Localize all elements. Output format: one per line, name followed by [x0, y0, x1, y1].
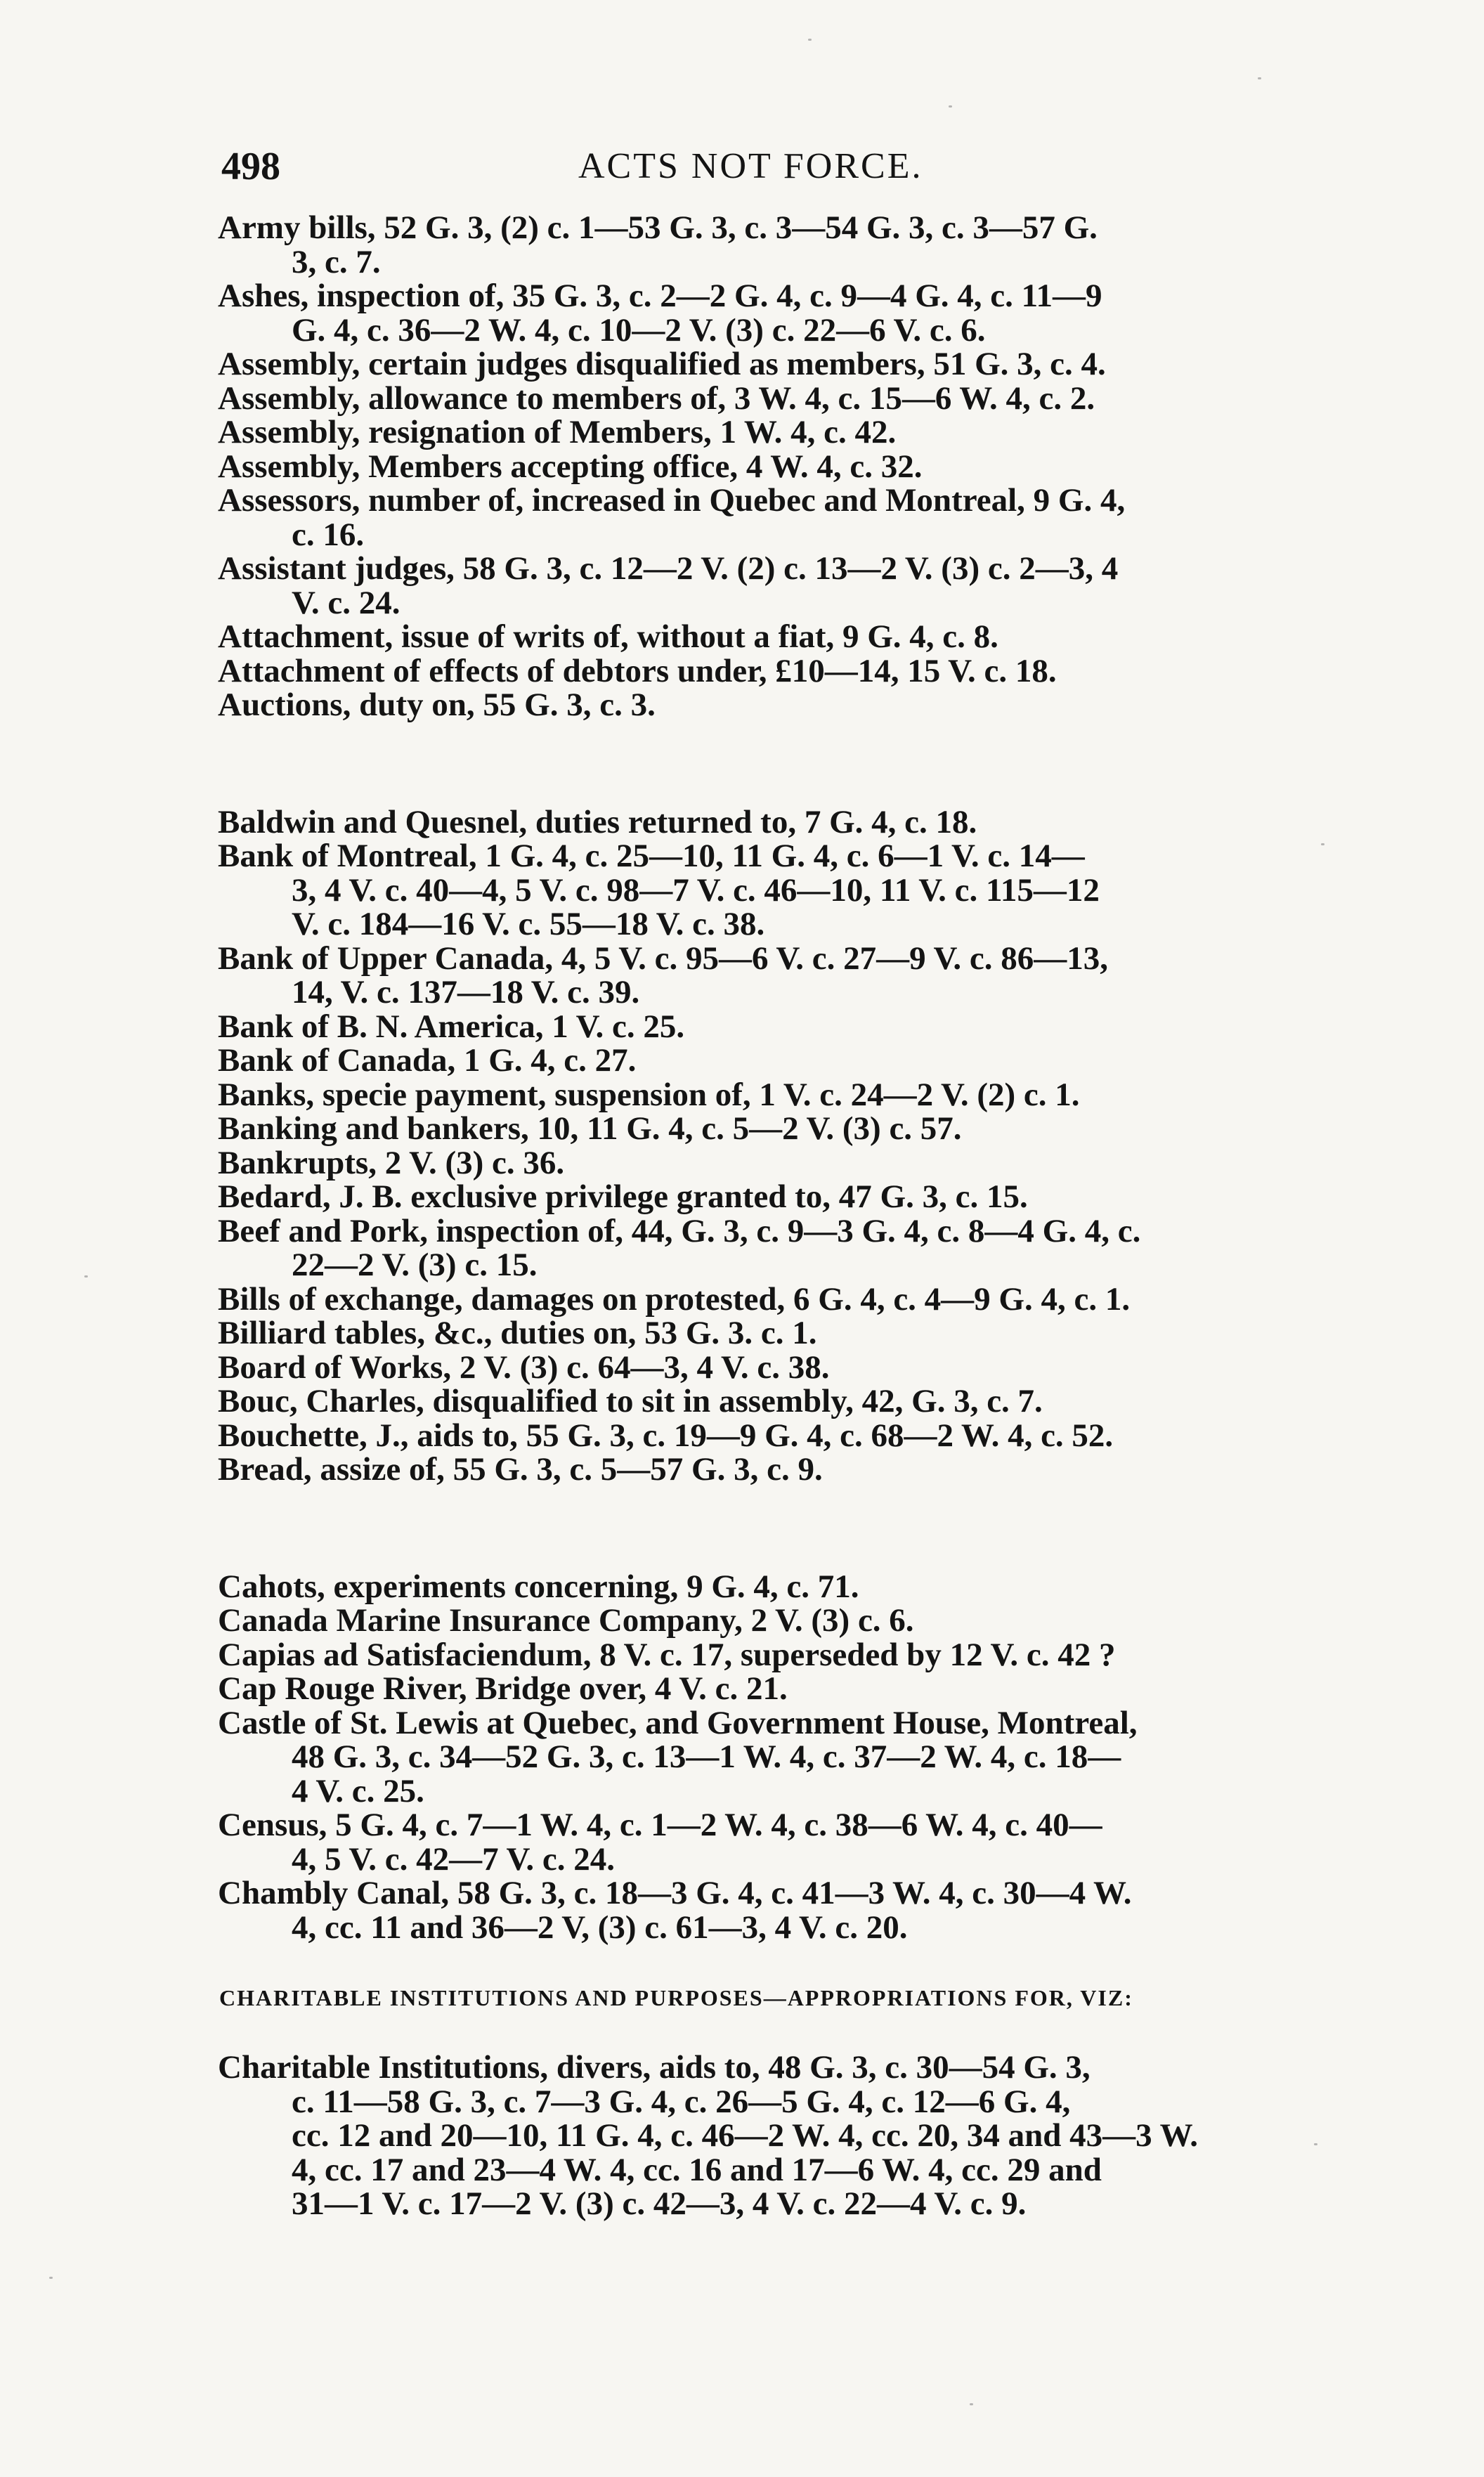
index-entry — [218, 1146, 1314, 1181]
index-entry — [218, 1570, 1314, 1604]
entry-continuation: V. c. 184—16 V. c. 55—18 V. c. 38. — [292, 906, 765, 942]
entry-text: Ashes, inspection of, 35 G. 3, c. 2—2 G. 4, c. 9—4 G. 4, c. 11—9 — [218, 278, 1102, 314]
index-entry — [218, 211, 1314, 279]
entry-text: Bouc, Charles, disqualified to sit in assembly, 42, G. 3, c. 7. — [218, 1383, 1043, 1419]
entry-text: Cahots, experiments concerning, 9 G. 4, c. 71. — [218, 1568, 859, 1605]
letter-group-separator — [218, 1487, 1314, 1570]
index-entry — [218, 279, 1314, 347]
entry-text: Board of Works, 2 V. (3) c. 64—3, 4 V. c. 38. — [218, 1348, 830, 1386]
entry-continuation: c. 11—58 G. 3, c. 7—3 G. 4, c. 26—5 G. 4, c. 12—6 G. 4, — [292, 2083, 1071, 2120]
index-entry — [218, 1282, 1314, 1317]
scan-speck — [1321, 843, 1324, 845]
letter-group — [218, 211, 1314, 722]
entry-text: Cap Rouge River, Bridge over, 4 V. c. 21. — [218, 1670, 788, 1707]
entry-text: Assembly, allowance to members of, 3 W. 4, c. 15—6 W. 4, c. 2. — [218, 379, 1095, 417]
index-entry — [218, 1010, 1314, 1044]
scan-speck — [49, 2277, 53, 2279]
section-heading: CHARITABLE INSTITUTIONS AND PURPOSES—APPROPRIATIONS FOR, VIZ: — [219, 1985, 1133, 2010]
entry-text: Charitable Institutions, divers, aids to, 48 G. 3, c. 30—54 G. 3, — [218, 2049, 1091, 2086]
index-entry — [218, 805, 1314, 840]
entry-continuation: c. 16. — [292, 516, 365, 553]
index-entry — [218, 1452, 1314, 1487]
scan-speck — [970, 2403, 973, 2405]
scan-speck — [949, 105, 952, 108]
index-entry — [218, 1638, 1314, 1672]
index-body — [218, 211, 1314, 2221]
index-entry — [218, 379, 1314, 417]
index-entry — [218, 1419, 1314, 1453]
entry-text: Assembly, certain judges disqualified as members, 51 G. 3, c. 4. — [218, 346, 1106, 382]
index-entry — [218, 1112, 1314, 1146]
entry-continuation: G. 4, c. 36—2 W. 4, c. 10—2 V. (3) c. 22—6 V. c. 6. — [292, 311, 986, 349]
entry-text: Canada Marine Insurance Company, 2 V. (3) c. 6. — [218, 1602, 914, 1639]
entry-text: Bread, assize of, 55 G. 3, c. 5—57 G. 3, c. 9. — [218, 1451, 823, 1488]
entry-text: Attachment of effects of debtors under, £10—14, 15 V. c. 18. — [218, 652, 1057, 689]
entry-text: Banks, specie payment, suspension of, 1 V. c. 24—2 V. (2) c. 1. — [218, 1076, 1080, 1113]
index-entry — [218, 1808, 1314, 1876]
index-entry — [218, 1384, 1314, 1419]
letter-group-separator — [218, 722, 1314, 805]
entry-text: Chambly Canal, 58 G. 3, c. 18—3 G. 4, c. 41—3 W. 4, c. 30—4 W. — [218, 1875, 1132, 1911]
entry-text: Bedard, J. B. exclusive privilege granted to, 47 G. 3, c. 15. — [218, 1178, 1028, 1215]
entry-text: Bankrupts, 2 V. (3) c. 36. — [218, 1144, 565, 1181]
index-entry — [218, 1078, 1314, 1112]
index-entry — [218, 654, 1314, 689]
index-entry — [218, 1672, 1314, 1706]
index-entry — [218, 1348, 1314, 1386]
entry-text: Bank of Canada, 1 G. 4, c. 27. — [218, 1042, 637, 1079]
entry-text: Attachment, issue of writs of, without a fiat, 9 G. 4, c. 8. — [218, 618, 998, 655]
index-entry — [218, 620, 1314, 654]
entry-continuation: 14, V. c. 137—18 V. c. 39. — [292, 974, 640, 1010]
scan-speck — [808, 39, 812, 41]
index-entry — [218, 1044, 1314, 1078]
entry-continuation: 3, 4 V. c. 40—4, 5 V. c. 98—7 V. c. 46—10, 11 V. c. 115—12 — [292, 871, 1100, 909]
index-entry — [218, 415, 1314, 450]
index-entry — [218, 552, 1314, 620]
index-entry — [218, 1180, 1314, 1214]
entry-text: Banking and bankers, 10, 11 G. 4, c. 5—2 V. (3) c. 57. — [218, 1110, 962, 1147]
index-entry — [218, 688, 1314, 722]
index-entry — [218, 450, 1314, 484]
letter-group — [218, 805, 1314, 1487]
entry-text: Billiard tables, &c., duties on, 53 G. 3. c. 1. — [218, 1315, 817, 1351]
page-number: 498 — [221, 145, 280, 188]
index-entry — [218, 347, 1314, 382]
entry-text: Census, 5 G. 4, c. 7—1 W. 4, c. 1—2 W. 4, c. 38—6 W. 4, c. 40— — [218, 1807, 1102, 1843]
letter-group — [218, 1570, 1314, 1945]
entry-continuation: 22—2 V. (3) c. 15. — [292, 1247, 538, 1283]
scan-speck — [1258, 77, 1261, 79]
entry-text: Bank of B. N. America, 1 V. c. 25. — [218, 1008, 685, 1045]
entry-text: Beef and Pork, inspection of, 44, G. 3, c. 9—3 G. 4, c. 8—4 G. 4, c. — [218, 1212, 1141, 1249]
index-entry — [218, 942, 1314, 1010]
entry-text: Bouchette, J., aids to, 55 G. 3, c. 19—9 G. 4, c. 68—2 W. 4, c. 52. — [218, 1417, 1114, 1454]
entry-continuation: 31—1 V. c. 17—2 V. (3) c. 42—3, 4 V. c. 22—4 V. c. 9. — [292, 2185, 1027, 2222]
entry-continuation: 4, 5 V. c. 42—7 V. c. 24. — [292, 1840, 616, 1878]
index-entry — [218, 483, 1314, 552]
entry-continuation: 4, cc. 11 and 36—2 V, (3) c. 61—3, 4 V. c. 20. — [292, 1909, 908, 1946]
entry-continuation: 3, c. 7. — [292, 243, 381, 280]
entry-continuation: 4, cc. 17 and 23—4 W. 4, cc. 16 and 17—6 W. 4, cc. 29 and — [292, 2151, 1102, 2188]
index-entry — [218, 1876, 1314, 1944]
entry-continuation: cc. 12 and 20—10, 11 G. 4, c. 46—2 W. 4, cc. 20, 34 and 43—3 W. — [292, 2117, 1198, 2154]
scan-speck — [1314, 2143, 1317, 2145]
entry-text: Bank of Montreal, 1 G. 4, c. 25—10, 11 G. 4, c. 6—1 V. c. 14— — [218, 838, 1085, 874]
index-entry — [218, 1214, 1314, 1282]
entry-text: Bills of exchange, damages on protested, 6 G. 4, c. 4—9 G. 4, c. 1. — [218, 1280, 1131, 1318]
index-entry — [218, 2050, 1314, 2221]
entry-text: Auctions, duty on, 55 G. 3, c. 3. — [218, 687, 656, 723]
page-header — [221, 144, 1317, 200]
entry-text: Assistant judges, 58 G. 3, c. 12—2 V. (2) c. 13—2 V. (3) c. 2—3, 4 — [218, 550, 1119, 587]
entry-continuation: 48 G. 3, c. 34—52 G. 3, c. 13—1 W. 4, c. 37—2 W. 4, c. 18— — [292, 1738, 1121, 1775]
index-entry — [218, 1316, 1314, 1351]
index-entry — [218, 839, 1314, 942]
entry-text: Assembly, Members accepting office, 4 W. 4, c. 32. — [218, 448, 923, 485]
index-entry — [218, 1604, 1314, 1638]
entry-text: Assembly, resignation of Members, 1 W. 4, c. 42. — [218, 414, 897, 450]
entry-text: Baldwin and Quesnel, duties returned to, 7 G. 4, c. 18. — [218, 803, 977, 840]
index-entry — [218, 1706, 1314, 1809]
entry-text: Assessors, number of, increased in Quebec and Montreal, 9 G. 4, — [218, 482, 1126, 519]
entry-text: Bank of Upper Canada, 4, 5 V. c. 95—6 V. c. 27—9 V. c. 86—13, — [218, 940, 1109, 977]
entry-text: Castle of St. Lewis at Quebec, and Government House, Montreal, — [218, 1704, 1138, 1741]
scan-speck — [84, 1275, 88, 1277]
entry-text: Capias ad Satisfaciendum, 8 V. c. 17, superseded by 12 V. c. 42 ? — [218, 1636, 1116, 1673]
entry-continuation: 4 V. c. 25. — [292, 1772, 424, 1809]
entry-text: Army bills, 52 G. 3, (2) c. 1—53 G. 3, c. 3—54 G. 3, c. 3—57 G. — [218, 209, 1098, 246]
running-title: ACTS NOT FORCE. — [578, 146, 923, 186]
entry-continuation: V. c. 24. — [292, 584, 401, 621]
